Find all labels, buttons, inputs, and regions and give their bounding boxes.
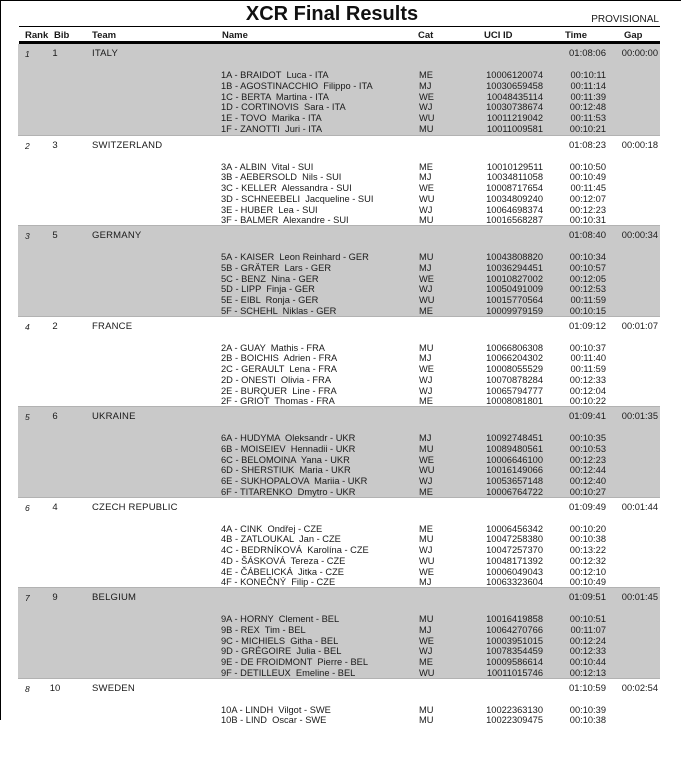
rider-time: 00:12:33 bbox=[526, 646, 606, 656]
rider-name: 1D - CORTINOVIS Sara - ITA bbox=[221, 102, 346, 112]
rider-category: MJ bbox=[419, 577, 431, 587]
rider-name: 10B - LIND Oscar - SWE bbox=[221, 715, 326, 725]
rider-category: WU bbox=[419, 465, 435, 475]
team-gap: 00:02:54 bbox=[578, 683, 658, 693]
rider-category: MU bbox=[419, 705, 433, 715]
rider-name: 5C - BENZ Nina - GER bbox=[221, 274, 319, 284]
page-title: XCR Final Results bbox=[1, 3, 663, 26]
rider-uci-id: 10011015746 bbox=[463, 668, 543, 678]
rider-time: 00:12:32 bbox=[526, 556, 606, 566]
column-header-team: Team bbox=[92, 30, 116, 41]
team-gap: 00:01:07 bbox=[578, 321, 658, 331]
rider-time: 00:10:38 bbox=[526, 534, 606, 544]
team-riders bbox=[18, 343, 660, 408]
rider-row bbox=[18, 705, 660, 716]
rider-row bbox=[18, 194, 660, 205]
team-gap: 00:00:00 bbox=[578, 48, 658, 58]
team-riders bbox=[18, 705, 660, 727]
team-name: SWITZERLAND bbox=[92, 140, 162, 151]
rider-time: 00:10:35 bbox=[526, 433, 606, 443]
rider-name: 5D - LIPP Finja - GER bbox=[221, 284, 315, 294]
rider-row bbox=[18, 386, 660, 397]
rider-name: 4F - KONEČNÝ Filip - CZE bbox=[221, 577, 335, 587]
rider-time: 00:10:22 bbox=[526, 396, 606, 406]
rider-time: 00:12:44 bbox=[526, 465, 606, 475]
results-table bbox=[18, 44, 660, 768]
rider-category: MU bbox=[419, 534, 433, 544]
column-header-rank: Rank bbox=[25, 30, 48, 41]
rider-row bbox=[18, 205, 660, 216]
rider-row bbox=[18, 465, 660, 476]
team-rank: 4 bbox=[25, 322, 30, 332]
rider-row bbox=[18, 102, 660, 113]
team-section bbox=[18, 135, 660, 226]
rider-name: 3F - BALMER Alexandre - SUI bbox=[221, 215, 349, 225]
rider-category: WU bbox=[419, 295, 435, 305]
rider-uci-id: 10010129511 bbox=[463, 162, 543, 172]
rider-time: 00:11:39 bbox=[526, 92, 606, 102]
team-gap: 00:01:45 bbox=[578, 592, 658, 602]
rider-uci-id: 10048435114 bbox=[463, 92, 543, 102]
rider-uci-id: 10006456342 bbox=[463, 524, 543, 534]
team-bib: 2 bbox=[42, 321, 68, 332]
rider-uci-id: 10009979159 bbox=[463, 306, 543, 316]
team-gap: 00:00:34 bbox=[578, 230, 658, 240]
rider-category: MJ bbox=[419, 433, 431, 443]
rider-time: 00:11:59 bbox=[526, 364, 606, 374]
rider-category: WJ bbox=[419, 375, 432, 385]
team-row bbox=[18, 407, 660, 433]
rider-time: 00:12:07 bbox=[526, 194, 606, 204]
rider-name: 6B - MOISEIEV Hennadii - UKR bbox=[221, 444, 355, 454]
rider-name: 2B - BOICHIS Adrien - FRA bbox=[221, 353, 337, 363]
team-gap: 00:01:35 bbox=[578, 411, 658, 421]
rider-category: WE bbox=[419, 455, 434, 465]
rider-category: WE bbox=[419, 636, 434, 646]
rider-name: 9A - HORNY Clement - BEL bbox=[221, 614, 339, 624]
team-rank: 2 bbox=[25, 141, 30, 151]
rider-time: 00:10:31 bbox=[526, 215, 606, 225]
rider-row bbox=[18, 124, 660, 135]
rider-row bbox=[18, 567, 660, 578]
rider-uci-id: 10063323604 bbox=[463, 577, 543, 587]
rider-category: WU bbox=[419, 194, 435, 204]
team-riders bbox=[18, 252, 660, 317]
team-time: 01:08:40 bbox=[526, 230, 606, 241]
rider-row bbox=[18, 284, 660, 295]
rider-category: ME bbox=[419, 70, 433, 80]
rider-category: WJ bbox=[419, 476, 432, 486]
rider-uci-id: 10015770564 bbox=[463, 295, 543, 305]
rider-name: 6A - HUDYMA Oleksandr - UKR bbox=[221, 433, 355, 443]
rider-row bbox=[18, 183, 660, 194]
rider-name: 2C - GERAULT Lena - FRA bbox=[221, 364, 337, 374]
rider-category: MJ bbox=[419, 172, 431, 182]
rider-uci-id: 10006049043 bbox=[463, 567, 543, 577]
team-name: SWEDEN bbox=[92, 683, 135, 694]
team-time: 01:10:59 bbox=[526, 683, 606, 694]
rider-name: 4C - BEDRNÍKOVÁ Karolína - CZE bbox=[221, 545, 369, 555]
rider-row bbox=[18, 715, 660, 726]
rider-uci-id: 10009586614 bbox=[463, 657, 543, 667]
rider-uci-id: 10092748451 bbox=[463, 433, 543, 443]
rider-row bbox=[18, 455, 660, 466]
rider-time: 00:10:15 bbox=[526, 306, 606, 316]
team-section bbox=[18, 678, 660, 768]
rider-uci-id: 10016419858 bbox=[463, 614, 543, 624]
team-riders bbox=[18, 70, 660, 135]
rider-uci-id: 10043808820 bbox=[463, 252, 543, 262]
rider-category: ME bbox=[419, 487, 433, 497]
team-name: ITALY bbox=[92, 48, 118, 59]
rider-category: ME bbox=[419, 306, 433, 316]
team-row bbox=[18, 317, 660, 343]
rider-time: 00:12:04 bbox=[526, 386, 606, 396]
column-header-cat: Cat bbox=[418, 30, 433, 41]
rider-time: 00:11:07 bbox=[526, 625, 606, 635]
rider-time: 00:10:27 bbox=[526, 487, 606, 497]
rider-row bbox=[18, 113, 660, 124]
rider-uci-id: 10089480561 bbox=[463, 444, 543, 454]
rider-time: 00:12:33 bbox=[526, 375, 606, 385]
rider-uci-id: 10011219042 bbox=[463, 113, 543, 123]
rider-category: MU bbox=[419, 715, 433, 725]
rider-uci-id: 10047258380 bbox=[463, 534, 543, 544]
rider-name: 5B - GRÄTER Lars - GER bbox=[221, 263, 331, 273]
rider-time: 00:10:21 bbox=[526, 124, 606, 134]
rider-name: 1A - BRAIDOT Luca - ITA bbox=[221, 70, 329, 80]
rider-name: 1F - ZANOTTI Juri - ITA bbox=[221, 124, 322, 134]
rider-time: 00:10:20 bbox=[526, 524, 606, 534]
team-time: 01:09:41 bbox=[526, 411, 606, 422]
rider-uci-id: 10008055529 bbox=[463, 364, 543, 374]
rider-row bbox=[18, 92, 660, 103]
team-rank: 1 bbox=[25, 49, 30, 59]
rider-name: 6F - TITARENKO Dmytro - UKR bbox=[221, 487, 355, 497]
rider-category: MU bbox=[419, 444, 433, 454]
rider-category: WJ bbox=[419, 205, 432, 215]
rider-time: 00:10:39 bbox=[526, 705, 606, 715]
rider-category: ME bbox=[419, 162, 433, 172]
rider-category: WE bbox=[419, 183, 434, 193]
rider-category: MU bbox=[419, 252, 433, 262]
team-bib: 5 bbox=[42, 230, 68, 241]
rider-category: WJ bbox=[419, 386, 432, 396]
rider-category: MU bbox=[419, 343, 433, 353]
column-header-time: Time bbox=[565, 30, 587, 41]
rider-time: 00:10:34 bbox=[526, 252, 606, 262]
rider-time: 00:11:45 bbox=[526, 183, 606, 193]
rider-uci-id: 10022309475 bbox=[463, 715, 543, 725]
team-row bbox=[18, 136, 660, 162]
rider-time: 00:12:48 bbox=[526, 102, 606, 112]
team-bib: 3 bbox=[42, 140, 68, 151]
rider-time: 00:11:40 bbox=[526, 353, 606, 363]
team-section bbox=[18, 587, 660, 678]
rider-category: MU bbox=[419, 124, 433, 134]
team-name: BELGIUM bbox=[92, 592, 136, 603]
rider-uci-id: 10010827002 bbox=[463, 274, 543, 284]
rider-time: 00:12:05 bbox=[526, 274, 606, 284]
rider-row bbox=[18, 545, 660, 556]
rider-time: 00:12:40 bbox=[526, 476, 606, 486]
rider-row bbox=[18, 657, 660, 668]
rider-row bbox=[18, 295, 660, 306]
rider-time: 00:13:22 bbox=[526, 545, 606, 555]
rider-time: 00:12:13 bbox=[526, 668, 606, 678]
team-row bbox=[18, 679, 660, 705]
header-top-rule bbox=[19, 26, 660, 27]
team-name: FRANCE bbox=[92, 321, 132, 332]
rider-uci-id: 10048171392 bbox=[463, 556, 543, 566]
rider-name: 2A - GUAY Mathis - FRA bbox=[221, 343, 325, 353]
rider-uci-id: 10016568287 bbox=[463, 215, 543, 225]
rider-uci-id: 10053657148 bbox=[463, 476, 543, 486]
column-header-name: Name bbox=[222, 30, 248, 41]
rider-uci-id: 10034809240 bbox=[463, 194, 543, 204]
team-section bbox=[18, 497, 660, 588]
rider-row bbox=[18, 252, 660, 263]
team-row bbox=[18, 498, 660, 524]
column-header-uci-id: UCI ID bbox=[484, 30, 513, 41]
team-row bbox=[18, 588, 660, 614]
rider-name: 2D - ONESTI Olivia - FRA bbox=[221, 375, 331, 385]
rider-row bbox=[18, 364, 660, 375]
rider-name: 5E - EIBL Ronja - GER bbox=[221, 295, 318, 305]
rider-name: 10A - LINDH Vilgot - SWE bbox=[221, 705, 331, 715]
rider-category: MJ bbox=[419, 353, 431, 363]
rider-category: WU bbox=[419, 556, 435, 566]
rider-row bbox=[18, 172, 660, 183]
rider-time: 00:10:37 bbox=[526, 343, 606, 353]
rider-name: 9C - MICHIELS Githa - BEL bbox=[221, 636, 338, 646]
team-name: GERMANY bbox=[92, 230, 141, 241]
rider-uci-id: 10070878284 bbox=[463, 375, 543, 385]
table-header-row bbox=[18, 30, 660, 41]
rider-name: 3C - KELLER Alessandra - SUI bbox=[221, 183, 352, 193]
rider-category: ME bbox=[419, 657, 433, 667]
rider-time: 00:10:51 bbox=[526, 614, 606, 624]
rider-name: 9E - DE FROIDMONT Pierre - BEL bbox=[221, 657, 368, 667]
rider-name: 9F - DETILLEUX Emeline - BEL bbox=[221, 668, 355, 678]
rider-uci-id: 10047257370 bbox=[463, 545, 543, 555]
rider-row bbox=[18, 476, 660, 487]
rider-time: 00:11:53 bbox=[526, 113, 606, 123]
rider-uci-id: 10011009581 bbox=[463, 124, 543, 134]
rider-time: 00:12:53 bbox=[526, 284, 606, 294]
rider-row bbox=[18, 343, 660, 354]
team-bib: 1 bbox=[42, 48, 68, 59]
rider-category: MJ bbox=[419, 81, 431, 91]
team-row bbox=[18, 44, 660, 70]
rider-time: 00:10:57 bbox=[526, 263, 606, 273]
team-section bbox=[18, 225, 660, 316]
team-rank: 7 bbox=[25, 593, 30, 603]
team-gap: 00:00:18 bbox=[578, 140, 658, 150]
rider-row bbox=[18, 70, 660, 81]
rider-name: 3A - ALBIN Vital - SUI bbox=[221, 162, 313, 172]
rider-category: MU bbox=[419, 614, 433, 624]
column-header-bib: Bib bbox=[54, 30, 69, 41]
rider-uci-id: 10030738674 bbox=[463, 102, 543, 112]
rider-time: 00:10:44 bbox=[526, 657, 606, 667]
rider-time: 00:10:50 bbox=[526, 162, 606, 172]
rider-uci-id: 10078354459 bbox=[463, 646, 543, 656]
rider-uci-id: 10022363130 bbox=[463, 705, 543, 715]
team-bib: 10 bbox=[42, 683, 68, 694]
rider-category: ME bbox=[419, 524, 433, 534]
team-row bbox=[18, 226, 660, 252]
team-riders bbox=[18, 524, 660, 589]
rider-row bbox=[18, 162, 660, 173]
rider-category: MJ bbox=[419, 625, 431, 635]
rider-name: 3B - AEBERSOLD Nils - SUI bbox=[221, 172, 341, 182]
rider-uci-id: 10065794777 bbox=[463, 386, 543, 396]
rider-category: WE bbox=[419, 567, 434, 577]
team-rank: 3 bbox=[25, 231, 30, 241]
rider-category: WE bbox=[419, 364, 434, 374]
rider-name: 1C - BERTA Martina - ITA bbox=[221, 92, 329, 102]
team-bib: 6 bbox=[42, 411, 68, 422]
rider-uci-id: 10064698374 bbox=[463, 205, 543, 215]
rider-name: 1B - AGOSTINACCHIO Filippo - ITA bbox=[221, 81, 373, 91]
team-name: CZECH REPUBLIC bbox=[92, 502, 178, 513]
rider-time: 00:12:23 bbox=[526, 205, 606, 215]
rider-row bbox=[18, 534, 660, 545]
team-section bbox=[18, 44, 660, 135]
rider-name: 3D - SCHNEEBELI Jacqueline - SUI bbox=[221, 194, 373, 204]
rider-category: WU bbox=[419, 668, 435, 678]
rider-time: 00:10:11 bbox=[526, 70, 606, 80]
rider-uci-id: 10006764722 bbox=[463, 487, 543, 497]
rider-time: 00:12:10 bbox=[526, 567, 606, 577]
team-bib: 9 bbox=[42, 592, 68, 603]
rider-category: WE bbox=[419, 274, 434, 284]
team-gap: 00:01:44 bbox=[578, 502, 658, 512]
rider-uci-id: 10050491009 bbox=[463, 284, 543, 294]
rider-category: MJ bbox=[419, 263, 431, 273]
rider-row bbox=[18, 81, 660, 92]
rider-uci-id: 10008081801 bbox=[463, 396, 543, 406]
rider-row bbox=[18, 636, 660, 647]
team-time: 01:09:12 bbox=[526, 321, 606, 332]
rider-uci-id: 10066204302 bbox=[463, 353, 543, 363]
rider-uci-id: 10030659458 bbox=[463, 81, 543, 91]
rider-name: 9D - GRÉGOIRE Julia - BEL bbox=[221, 646, 341, 656]
team-section bbox=[18, 406, 660, 497]
rider-uci-id: 10066806308 bbox=[463, 343, 543, 353]
rider-time: 00:12:24 bbox=[526, 636, 606, 646]
team-time: 01:08:06 bbox=[526, 48, 606, 59]
rider-category: WJ bbox=[419, 545, 432, 555]
team-rank: 6 bbox=[25, 503, 30, 513]
rider-row bbox=[18, 353, 660, 364]
rider-name: 2E - BURQUER Line - FRA bbox=[221, 386, 337, 396]
rider-time: 00:10:38 bbox=[526, 715, 606, 725]
team-riders bbox=[18, 433, 660, 498]
rider-uci-id: 10006646100 bbox=[463, 455, 543, 465]
rider-row bbox=[18, 625, 660, 636]
team-time: 01:09:49 bbox=[526, 502, 606, 513]
rider-row bbox=[18, 646, 660, 657]
team-time: 01:09:51 bbox=[526, 592, 606, 603]
team-section bbox=[18, 316, 660, 407]
rider-row bbox=[18, 263, 660, 274]
rider-category: ME bbox=[419, 396, 433, 406]
column-header-gap: Gap bbox=[624, 30, 642, 41]
rider-category: WU bbox=[419, 113, 435, 123]
rider-uci-id: 10034811058 bbox=[463, 172, 543, 182]
rider-name: 2F - GRIOT Thomas - FRA bbox=[221, 396, 335, 406]
rider-uci-id: 10064270766 bbox=[463, 625, 543, 635]
rider-uci-id: 10006120074 bbox=[463, 70, 543, 80]
rider-name: 4B - ZATLOUKAL Jan - CZE bbox=[221, 534, 341, 544]
rider-name: 9B - REX Tim - BEL bbox=[221, 625, 306, 635]
rider-name: 6E - SUKHOPALOVA Mariia - UKR bbox=[221, 476, 367, 486]
team-rank: 5 bbox=[25, 412, 30, 422]
rider-name: 5A - KAISER Leon Reinhard - GER bbox=[221, 252, 369, 262]
rider-uci-id: 10016149066 bbox=[463, 465, 543, 475]
rider-row bbox=[18, 433, 660, 444]
team-riders bbox=[18, 162, 660, 227]
team-riders bbox=[18, 614, 660, 679]
rider-uci-id: 10003951015 bbox=[463, 636, 543, 646]
rider-time: 00:11:59 bbox=[526, 295, 606, 305]
rider-row bbox=[18, 614, 660, 625]
team-time: 01:08:23 bbox=[526, 140, 606, 151]
rider-name: 5F - SCHEHL Niklas - GER bbox=[221, 306, 336, 316]
rider-row bbox=[18, 444, 660, 455]
rider-time: 00:10:49 bbox=[526, 577, 606, 587]
rider-uci-id: 10008717654 bbox=[463, 183, 543, 193]
rider-row bbox=[18, 274, 660, 285]
rider-row bbox=[18, 524, 660, 535]
team-name: UKRAINE bbox=[92, 411, 136, 422]
rider-time: 00:10:49 bbox=[526, 172, 606, 182]
rider-name: 3E - HUBER Lea - SUI bbox=[221, 205, 318, 215]
rider-name: 4E - ČÁBELICKÁ Jitka - CZE bbox=[221, 567, 344, 577]
rider-category: WJ bbox=[419, 102, 432, 112]
rider-name: 6C - BELOMOINA Yana - UKR bbox=[221, 455, 350, 465]
rider-uci-id: 10036294451 bbox=[463, 263, 543, 273]
rider-name: 4D - ŠÁSKOVÁ Tereza - CZE bbox=[221, 556, 345, 566]
team-bib: 4 bbox=[42, 502, 68, 513]
status-label: PROVISIONAL bbox=[591, 14, 659, 25]
rider-category: WJ bbox=[419, 646, 432, 656]
rider-name: 6D - SHERSTIUK Maria - UKR bbox=[221, 465, 351, 475]
rider-name: 1E - TOVO Marika - ITA bbox=[221, 113, 322, 123]
team-rank: 8 bbox=[25, 684, 30, 694]
rider-time: 00:12:23 bbox=[526, 455, 606, 465]
rider-name: 4A - CINK Ondřej - CZE bbox=[221, 524, 322, 534]
rider-category: WE bbox=[419, 92, 434, 102]
rider-row bbox=[18, 556, 660, 567]
rider-category: WJ bbox=[419, 284, 432, 294]
rider-row bbox=[18, 375, 660, 386]
rider-time: 00:11:14 bbox=[526, 81, 606, 91]
rider-time: 00:10:53 bbox=[526, 444, 606, 454]
rider-category: MU bbox=[419, 215, 433, 225]
